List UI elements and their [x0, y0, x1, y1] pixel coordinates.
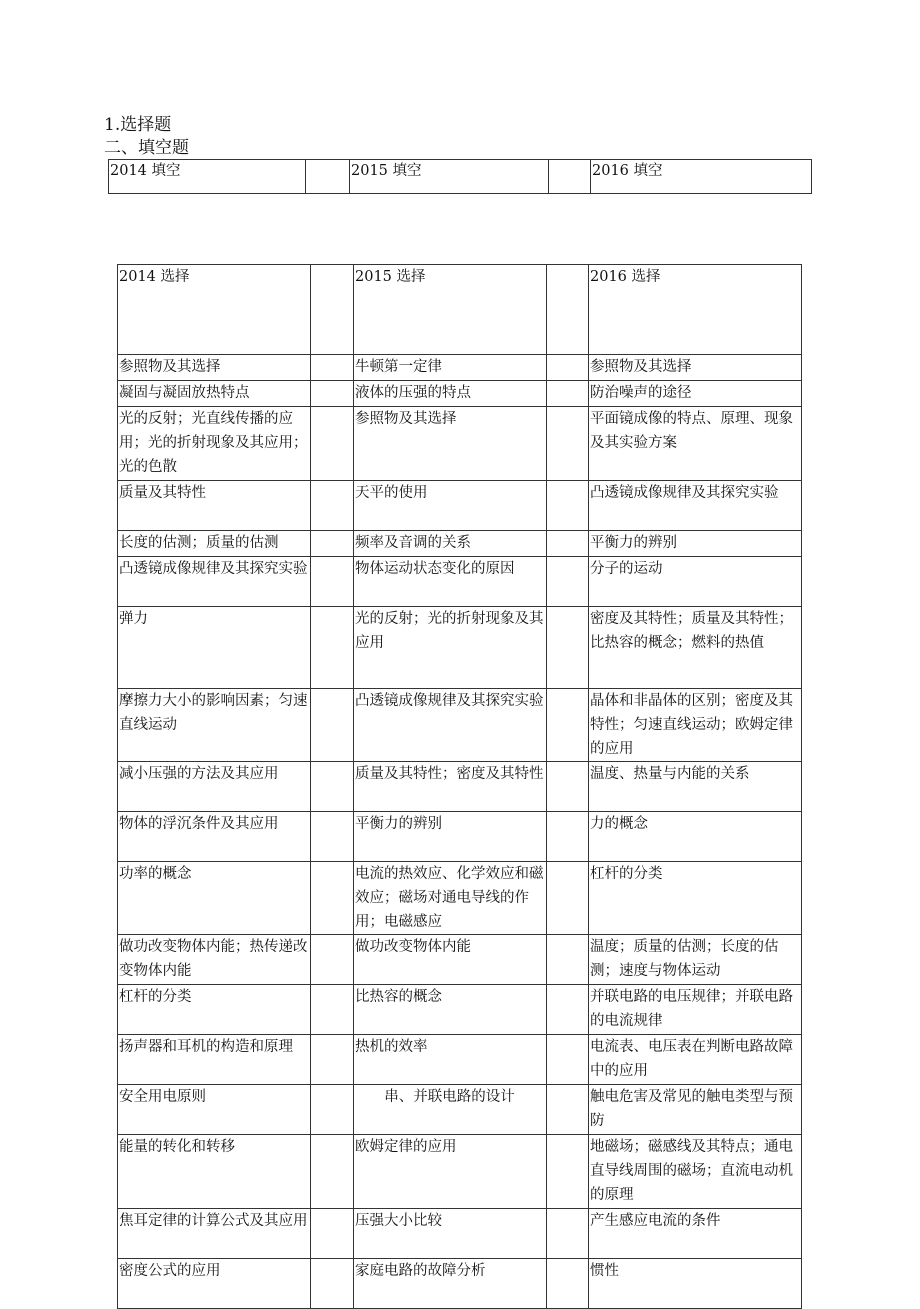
table-row	[118, 407, 802, 481]
cell-text: 分子的运动	[590, 561, 663, 577]
table-cell	[589, 1209, 802, 1259]
table-row	[118, 1035, 802, 1085]
table-cell	[354, 1035, 547, 1085]
table-cell	[589, 762, 802, 812]
table-cell-blank	[547, 762, 589, 812]
table-row	[118, 812, 802, 862]
table-row	[118, 1135, 802, 1209]
cell-text: 杠杆的分类	[590, 866, 663, 882]
table-cell	[589, 1085, 802, 1135]
column-header: 2016 选择	[590, 269, 661, 285]
table-cell	[354, 689, 547, 762]
cell-text: 物体运动状态变化的原因	[355, 561, 515, 577]
cell-text: 安全用电原则	[119, 1089, 206, 1105]
table-cell-blank	[547, 557, 589, 607]
cell-text: 长度的估测；质量的估测	[119, 535, 279, 551]
table-cell	[354, 862, 547, 935]
cell-text: 凸透镜成像规律及其探究实验	[119, 561, 308, 577]
table-cell	[118, 1085, 311, 1135]
table-cell-blank	[547, 407, 589, 481]
table-cell	[354, 607, 547, 689]
table-cell-blank	[306, 160, 350, 194]
cell-text: 天平的使用	[355, 485, 428, 501]
table-cell	[350, 160, 549, 194]
table-row	[118, 1209, 802, 1259]
cell-text: 光的反射；光直线传播的应用；光的折射现象及其应用；光的色散	[119, 411, 308, 475]
table-cell-blank	[311, 607, 354, 689]
fill-in-table	[108, 159, 812, 194]
table-cell	[589, 557, 802, 607]
cell-text: 牛顿第一定律	[355, 359, 442, 375]
cell-text: 晶体和非晶体的区别；密度及其特性；匀速直线运动；欧姆定律的应用	[590, 693, 793, 757]
table-row	[118, 862, 802, 935]
table-row	[118, 481, 802, 531]
table-header-row	[118, 265, 802, 355]
cell-text: 质量及其特性	[119, 485, 206, 501]
table-cell-blank	[547, 381, 589, 407]
cell-text: 光的反射；光的折射现象及其应用	[355, 611, 544, 651]
table-cell	[354, 481, 547, 531]
table-cell-blank	[311, 1135, 354, 1209]
table-cell-blank	[311, 985, 354, 1035]
table-cell	[354, 355, 547, 381]
cell-text: 欧姆定律的应用	[355, 1139, 457, 1155]
cell-text: 减小压强的方法及其应用	[119, 766, 279, 782]
cell-text: 地磁场；磁感线及其特点；通电直导线周围的磁场；直流电动机的原理	[590, 1139, 793, 1203]
table-cell	[354, 557, 547, 607]
table-cell	[118, 531, 311, 557]
table-cell	[118, 265, 311, 355]
table-cell	[354, 985, 547, 1035]
table-cell	[118, 689, 311, 762]
section-heading-choice: 1.选择题	[104, 115, 172, 135]
cell-text: 频率及音调的关系	[355, 535, 471, 551]
table-cell-blank	[547, 935, 589, 985]
table-cell	[589, 1259, 802, 1309]
table-cell-blank	[311, 481, 354, 531]
table-cell-blank	[547, 1035, 589, 1085]
table-cell	[589, 689, 802, 762]
table-cell	[589, 355, 802, 381]
table-cell-blank	[311, 689, 354, 762]
fill-header-2016: 2016 填空	[592, 163, 663, 179]
table-row	[118, 689, 802, 762]
table-cell	[589, 862, 802, 935]
table-cell-blank	[311, 531, 354, 557]
table-cell	[354, 1135, 547, 1209]
choice-table	[117, 264, 802, 1309]
table-cell	[118, 481, 311, 531]
cell-text: 扬声器和耳机的构造和原理	[119, 1039, 293, 1055]
cell-text: 做功改变物体内能	[355, 939, 471, 955]
table-cell	[354, 265, 547, 355]
cell-text: 平面镜成像的特点、原理、现象及其实验方案	[590, 411, 793, 451]
table-cell	[118, 407, 311, 481]
table-cell-blank	[311, 1085, 354, 1135]
table-cell-blank	[311, 1035, 354, 1085]
table-cell-blank	[547, 1085, 589, 1135]
table-cell-blank	[311, 557, 354, 607]
table-cell	[589, 985, 802, 1035]
cell-text: 功率的概念	[119, 866, 192, 882]
table-cell	[118, 1259, 311, 1309]
column-header: 2015 选择	[355, 269, 426, 285]
table-cell-blank	[547, 1259, 589, 1309]
table-row	[118, 607, 802, 689]
cell-text: 密度及其特性；质量及其特性；比热容的概念；燃料的热值	[590, 611, 793, 651]
table-row	[118, 355, 802, 381]
cell-text: 产生感应电流的条件	[590, 1213, 721, 1229]
table-cell	[118, 1209, 311, 1259]
table-cell	[589, 407, 802, 481]
table-cell	[354, 812, 547, 862]
cell-text: 凸透镜成像规律及其探究实验	[355, 693, 544, 709]
table-cell	[589, 381, 802, 407]
table-cell	[118, 935, 311, 985]
table-cell-blank	[547, 1135, 589, 1209]
table-cell-blank	[311, 812, 354, 862]
cell-text: 电流的热效应、化学效应和磁效应；磁场对通电导线的作用；电磁感应	[355, 866, 544, 930]
table-cell	[118, 1135, 311, 1209]
cell-text: 温度；质量的估测；长度的估测；速度与物体运动	[590, 939, 779, 979]
table-cell-blank	[547, 355, 589, 381]
cell-text: 电流表、电压表在判断电路故障中的应用	[590, 1039, 793, 1079]
table-cell-blank	[547, 481, 589, 531]
table-cell	[354, 935, 547, 985]
cell-text: 触电危害及常见的触电类型与预防	[590, 1089, 793, 1129]
table-cell	[354, 531, 547, 557]
table-cell	[354, 1085, 547, 1135]
cell-text: 并联电路的电压规律；并联电路的电流规律	[590, 989, 793, 1029]
cell-text: 凝固与凝固放热特点	[119, 385, 250, 401]
cell-text: 摩擦力大小的影响因素；匀速直线运动	[119, 693, 308, 733]
table-cell-blank	[547, 1209, 589, 1259]
table-cell-blank	[311, 355, 354, 381]
table-cell	[354, 381, 547, 407]
column-header: 2014 选择	[119, 269, 190, 285]
cell-text: 温度、热量与内能的关系	[590, 766, 750, 782]
table-cell-blank	[311, 935, 354, 985]
cell-text: 液体的压强的特点	[355, 385, 471, 401]
table-cell	[591, 160, 812, 194]
fill-header-2014: 2014 填空	[110, 163, 181, 179]
cell-text: 焦耳定律的计算公式及其应用	[119, 1213, 308, 1229]
table-cell-blank	[547, 689, 589, 762]
table-cell	[589, 531, 802, 557]
table-cell-blank	[311, 381, 354, 407]
table-cell	[118, 1035, 311, 1085]
table-cell	[589, 1135, 802, 1209]
table-row	[118, 557, 802, 607]
table-cell	[589, 812, 802, 862]
table-cell	[589, 481, 802, 531]
cell-text: 弹力	[119, 611, 148, 627]
table-cell-blank	[547, 531, 589, 557]
section-heading-fill: 二、填空题	[104, 138, 189, 158]
table-cell-blank	[311, 407, 354, 481]
table-row	[118, 985, 802, 1035]
table-cell-blank	[547, 265, 589, 355]
table-cell-blank	[547, 812, 589, 862]
cell-text: 参照物及其选择	[355, 411, 457, 427]
cell-text: 杠杆的分类	[119, 989, 192, 1005]
table-cell	[118, 812, 311, 862]
cell-text: 能量的转化和转移	[119, 1139, 235, 1155]
table-cell	[354, 1259, 547, 1309]
cell-text: 参照物及其选择	[119, 359, 221, 375]
table-cell	[118, 607, 311, 689]
table-cell	[354, 1209, 547, 1259]
table-cell	[118, 381, 311, 407]
table-cell	[589, 607, 802, 689]
table-cell-blank	[311, 762, 354, 812]
table-cell	[118, 355, 311, 381]
table-cell	[354, 407, 547, 481]
cell-text: 做功改变物体内能；热传递改变物体内能	[119, 939, 308, 979]
table-row	[109, 160, 812, 194]
cell-text: 凸透镜成像规律及其探究实验	[590, 485, 779, 501]
table-row	[118, 381, 802, 407]
table-cell-blank	[311, 265, 354, 355]
table-cell	[589, 1035, 802, 1085]
table-cell-blank	[549, 160, 591, 194]
table-cell	[118, 985, 311, 1035]
table-cell	[118, 762, 311, 812]
fill-header-2015: 2015 填空	[351, 163, 422, 179]
cell-text: 质量及其特性；密度及其特性	[355, 766, 544, 782]
table-row	[118, 935, 802, 985]
cell-text: 热机的效率	[355, 1039, 428, 1055]
cell-text: 防治噪声的途径	[590, 385, 692, 401]
table-cell-blank	[547, 607, 589, 689]
cell-text: 平衡力的辨别	[590, 535, 677, 551]
cell-text: 串、并联电路的设计	[384, 1089, 515, 1105]
table-row	[118, 762, 802, 812]
cell-text: 家庭电路的故障分析	[355, 1263, 486, 1279]
cell-text: 比热容的概念	[355, 989, 442, 1005]
cell-text: 平衡力的辨别	[355, 816, 442, 832]
table-cell	[109, 160, 306, 194]
cell-text: 参照物及其选择	[590, 359, 692, 375]
cell-text: 惯性	[590, 1263, 619, 1279]
table-cell-blank	[311, 862, 354, 935]
cell-text: 压强大小比较	[355, 1213, 442, 1229]
table-cell	[589, 935, 802, 985]
table-cell-blank	[547, 985, 589, 1035]
table-row	[118, 531, 802, 557]
table-row	[118, 1085, 802, 1135]
table-cell	[589, 265, 802, 355]
cell-text: 物体的浮沉条件及其应用	[119, 816, 279, 832]
table-cell-blank	[547, 862, 589, 935]
table-cell	[354, 762, 547, 812]
table-cell	[118, 557, 311, 607]
table-cell-blank	[311, 1209, 354, 1259]
table-cell	[118, 862, 311, 935]
cell-text: 密度公式的应用	[119, 1263, 221, 1279]
table-cell-blank	[311, 1259, 354, 1309]
table-row	[118, 1259, 802, 1309]
cell-text: 力的概念	[590, 816, 648, 832]
